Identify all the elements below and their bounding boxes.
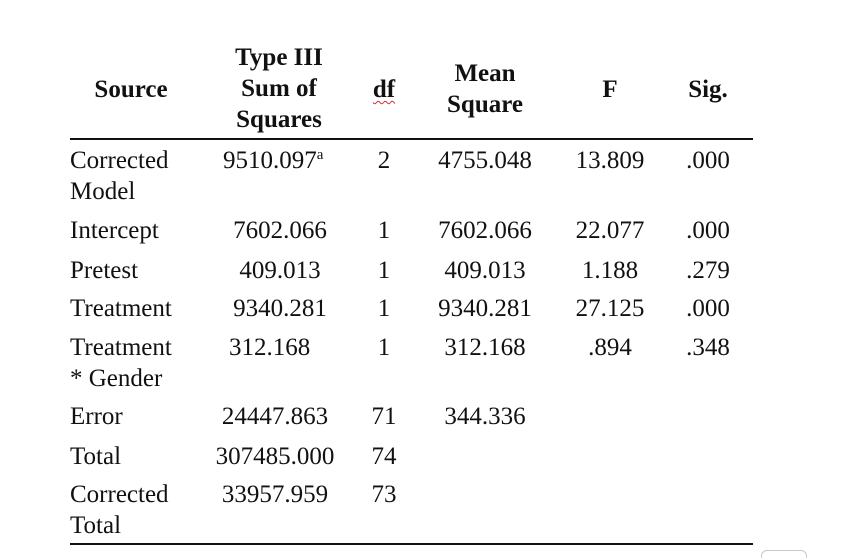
- header-f-label: F: [602, 76, 618, 103]
- row-intercept-df: 1: [377, 217, 391, 244]
- header-source-label: Source: [94, 76, 168, 103]
- source-line2: Model: [70, 178, 136, 205]
- row-error-source: Error: [70, 403, 123, 430]
- row-treatment-f: 27.125: [575, 295, 645, 322]
- row-corrected-model-ms: 4755.048: [438, 147, 532, 174]
- row-treatment-gender-ms: 312.168: [444, 334, 526, 361]
- row-pretest-df: 1: [377, 257, 391, 284]
- row-pretest-ss: 409.013: [239, 257, 321, 284]
- header-mean-line1: Mean: [454, 60, 516, 87]
- header-sig: [678, 74, 738, 105]
- row-corrected-total-ss: 33957.959: [221, 481, 329, 508]
- row-total-df: 74: [371, 443, 397, 470]
- header-type3-line1: Type III: [235, 44, 323, 71]
- header-rule: [70, 138, 753, 140]
- row-pretest-f: 1.188: [581, 257, 639, 284]
- row-treatment-gender-ss: 312.168: [229, 334, 311, 361]
- row-intercept-source: Intercept: [70, 217, 159, 244]
- row-error-ms: 344.336: [444, 403, 526, 430]
- header-mean-square: [432, 58, 538, 120]
- header-df: [364, 74, 404, 105]
- row-corrected-model-source: [70, 145, 169, 207]
- source-line1: Treatment: [70, 334, 172, 361]
- source-line1: Corrected: [70, 147, 169, 174]
- row-pretest-source: Pretest: [70, 257, 139, 284]
- source-line2: Total: [70, 512, 122, 539]
- row-total-ss: 307485.000: [215, 443, 335, 470]
- row-intercept-f: 22.077: [575, 217, 645, 244]
- row-treatment-ms: 9340.281: [438, 295, 532, 322]
- row-pretest-ms: 409.013: [444, 257, 526, 284]
- bottom-rule: [70, 543, 753, 545]
- footnote-marker: a: [316, 147, 324, 163]
- row-intercept-ms: 7602.066: [438, 217, 532, 244]
- header-type3-sum-of-squares: [220, 42, 338, 135]
- header-type3-line3: Squares: [236, 106, 322, 133]
- header-type3-line2: Sum of: [241, 75, 317, 102]
- ss-value: 9510.097: [223, 147, 317, 174]
- row-corrected-total-df: 73: [371, 481, 397, 508]
- row-intercept-ss: 7602.066: [233, 217, 327, 244]
- header-source: [88, 74, 174, 105]
- row-treatment-source: Treatment: [70, 295, 172, 322]
- corner-widget[interactable]: [761, 550, 807, 558]
- source-line1: Corrected: [70, 481, 169, 508]
- row-treatment-df: 1: [377, 295, 391, 322]
- row-treatment-gender-source: [70, 332, 172, 394]
- header-df-label: df: [372, 76, 396, 103]
- row-corrected-model-sig: .000: [686, 147, 730, 174]
- row-intercept-sig: .000: [686, 217, 730, 244]
- row-total-source: Total: [70, 443, 122, 470]
- row-error-df: 71: [371, 403, 397, 430]
- header-sig-label: Sig.: [688, 76, 728, 103]
- header-mean-line2: Square: [447, 91, 523, 118]
- row-error-ss: 24447.863: [221, 403, 329, 430]
- source-line2: * Gender: [70, 365, 163, 392]
- header-f: [590, 74, 630, 105]
- row-corrected-total-source: [70, 479, 169, 541]
- row-corrected-model-df: 2: [377, 147, 391, 174]
- row-treatment-sig: .000: [686, 295, 730, 322]
- row-pretest-sig: .279: [686, 257, 730, 284]
- row-treatment-gender-f: .894: [588, 334, 632, 361]
- row-corrected-model-ss: [223, 145, 323, 176]
- row-treatment-ss: 9340.281: [233, 295, 327, 322]
- row-treatment-gender-sig: .348: [686, 334, 730, 361]
- row-corrected-model-f: 13.809: [575, 147, 645, 174]
- row-treatment-gender-df: 1: [377, 334, 391, 361]
